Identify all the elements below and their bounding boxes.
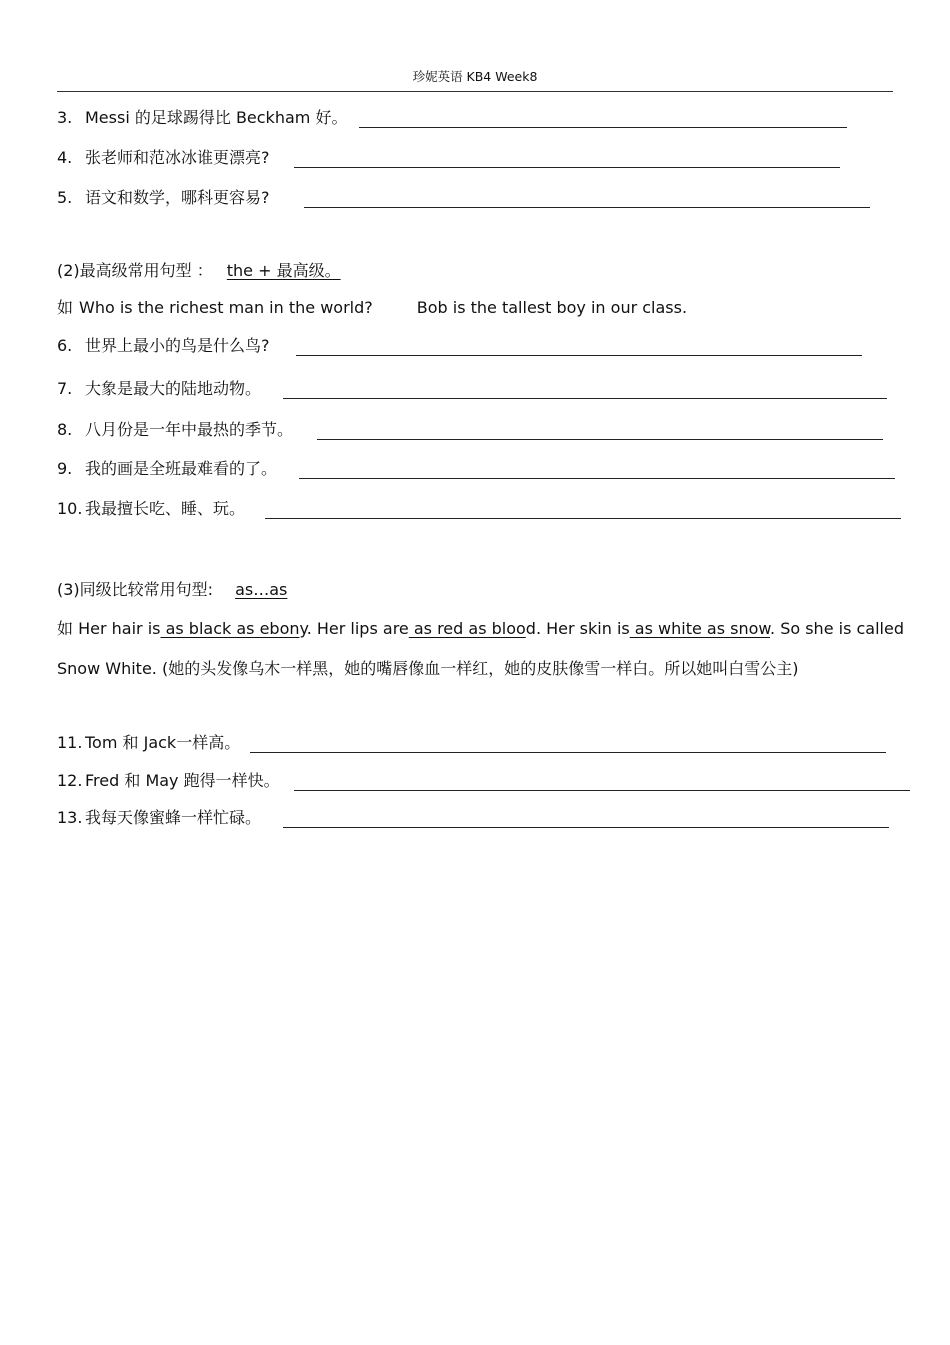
item-prompt: 我的画是全班最难看的了。 [85,459,278,478]
item-number: 3. [57,108,73,127]
example-underlined: as white as snow [629,619,771,638]
example-sentence-2: Bob is the tallest boy in our class. [416,298,688,317]
section-3-example [57,609,917,689]
answer-blank[interactable] [294,772,910,791]
example-text: d. Her skin is [525,619,630,638]
example-underlined: as red as bloo [408,619,526,638]
item-prompt: Tom 和 Jack一样高。 [85,733,241,752]
item-number: 11. [57,733,83,752]
item-number: 6. [57,336,73,355]
item-prompt: 世界上最小的鸟是什么鸟? [85,336,270,355]
item-prompt: 大象是最大的陆地动物。 [85,379,262,398]
exercise-item-5 [57,188,870,208]
exercise-item-6 [57,336,862,356]
item-number: 7. [57,379,73,398]
item-number: 13. [57,808,83,827]
example-text: Her hair is [78,619,161,638]
section-heading: (2)最高级常用句型 ： [57,261,213,280]
item-number: 8. [57,420,73,439]
exercise-item-13 [57,808,889,828]
exercise-item-4 [57,148,840,168]
item-prompt: 语文和数学，哪科更容易? [85,188,270,207]
example-text: . So she is called Snow White. (她的头发像乌木一样黑，她的嘴唇像血一样红，她的皮肤像雪一样白。所以她叫白雪公主) [57,619,904,678]
exercise-item-8 [57,420,883,440]
item-number: 12. [57,771,83,790]
item-prompt: 八月份是一年中最热的季节。 [85,420,294,439]
answer-blank[interactable] [294,149,840,168]
section-2-example [57,298,687,318]
item-number: 5. [57,188,73,207]
example-prefix: 如 [57,298,74,317]
answer-blank[interactable] [296,337,862,356]
exercise-item-12 [57,771,910,791]
exercise-item-10 [57,499,901,519]
header-title: 珍妮英语 KB4 Week8 [412,69,538,84]
answer-blank[interactable] [250,734,886,753]
answer-blank[interactable] [304,189,870,208]
answer-blank[interactable] [317,421,883,440]
answer-blank[interactable] [265,500,901,519]
section-pattern: the + 最高级。 [226,261,341,280]
answer-blank[interactable] [283,380,887,399]
example-prefix: 如 [57,619,74,638]
item-prompt: Fred 和 May 跑得一样快。 [85,771,280,790]
item-number: 4. [57,148,73,167]
exercise-item-3 [57,108,847,128]
item-number: 10. [57,499,83,518]
exercise-item-9 [57,459,895,479]
item-prompt: 我每天像蜜蜂一样忙碌。 [85,808,262,827]
exercise-item-11 [57,733,886,753]
section-heading: (3)同级比较常用句型: [57,580,214,599]
example-underlined: as black as ebon [160,619,300,638]
exercise-item-7 [57,379,887,399]
section-3-heading [57,580,287,600]
item-prompt: 张老师和范冰冰谁更漂亮? [85,148,270,167]
answer-blank[interactable] [299,460,895,479]
page-header [57,67,893,92]
answer-blank[interactable] [283,809,889,828]
answer-blank[interactable] [359,109,847,128]
example-text: y. Her lips are [299,619,409,638]
item-prompt: Messi 的足球踢得比 Beckham 好。 [85,108,348,127]
item-prompt: 我最擅长吃、睡、玩。 [85,499,246,518]
example-sentence-1: Who is the richest man in the world? [79,298,373,317]
section-2-heading [57,261,341,281]
section-pattern: as…as [235,580,288,599]
item-number: 9. [57,459,73,478]
